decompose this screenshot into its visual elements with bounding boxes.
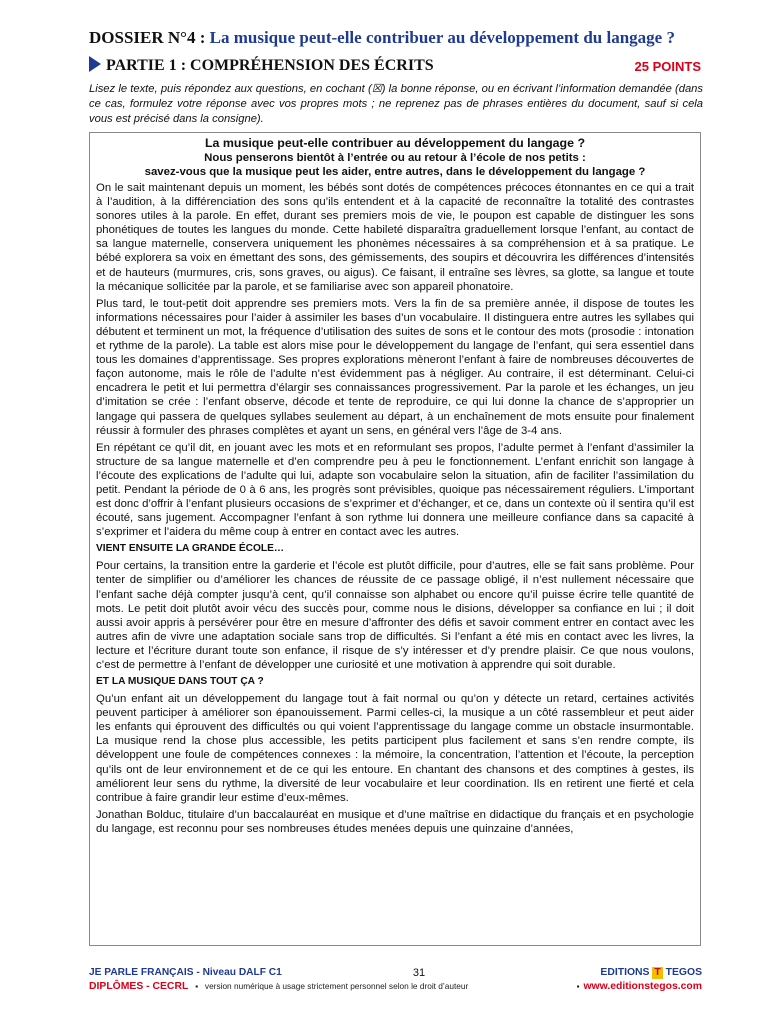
- points-badge: 25 POINTS: [634, 59, 701, 74]
- publisher-logo-letter: T: [654, 967, 661, 978]
- footer-copyright-note: version numérique à usage strictement personnel selon le droit d’auteur: [204, 981, 469, 991]
- part-heading: [89, 56, 701, 80]
- page-number: 31: [412, 967, 426, 979]
- article-box: [89, 132, 701, 946]
- footer-diplomes: DIPLÔMES - CECRL: [89, 981, 189, 992]
- article-paragraph: En répétant ce qu’il dit, en jouant avec les mots et en reformulant ses propos, l’adulte permet à l’enfant d’assimiler la structure de sa langue maternelle et d’en comprendre peu à peu le fonctionnement. L’enfant enrichit son langage à l’écoute des explications de l’adulte qui lui, adapte son vocabulaire selon la situation, afin de faciliter l’assimilation du petit. Pendant la période de 0 à 6 ans, les progrès sont prévisibles, quoique pas nécessairement réguliers. L’important est donc d’offrir à l’enfant plusieurs occasions de s’exprimer et d’échanger, et ce, dans un contexte où il sentira qu’il est écouté, sans jugement. Accompagner l’enfant à son rythme lui donnera une meilleure confiance dans sa capacité à s’exprimer et l’aidera du même coup à entrer en contact avec les autres.: [96, 441, 694, 539]
- article-subtitle-1: Nous penserons bientôt à l’entrée ou au retour à l’école de nos petits :: [204, 152, 586, 164]
- article-paragraph: Qu’un enfant ait un développement du langage tout à fait normal ou qu’on y détecte un retard, certaines activités peuvent participer à améliorer son épanouissement. Parmi celles-ci, la musique a un côté rassembleur et peut aider les enfants qui éprouvent des difficultés ou qui voient l’apprentissage du langage comme un obstacle insurmontable. La musique rend la chose plus accessible, les petits participent plus facilement et sans s’en rendre compte, ils développent une foule de compétences connexes : la mémoire, la concentration, l’attention et l’écoute, la perception qu’ils ont de leur environnement et de ce qui les entoure. En chantant des chansons et des comptines à gestes, ils améliorent leur sens du rythme, la diversité de leur vocabulaire et leur coordination. Ils en retirent une fierté et cela contribue à faire grandir leur estime d’eux-mêmes.: [96, 693, 694, 804]
- article-paragraph: Plus tard, le tout-petit doit apprendre ses premiers mots. Vers la fin de sa première année, il dispose de toutes les informations nécessaires pour l’aider à assimiler les bases d’un vocabulaire. Il distinguera entre autres les syllabes qui débutent et terminent un mot, la fréquence d’utilisation des suites de sons et le contour des mots (prosodie : intonation et rythme de la parole). La table est alors mise pour le développement du langage de l’enfant, qui sera essentiel dans tous les domaines d’apprentissage. Ses propres explorations mèneront l’enfant à faire de nombreuses découvertes de façon autonome, mais le rôle de l’adulte n’est évidemment pas à négliger. Au contraire, il est déterminant. Celui-ci encadrera le petit et lui permettra d’élargir ses connaissances progressivement. Par la parole et les échanges, un jeu d’imitation se crée : l’enfant observe, décode et tente de reproduire, ce qui lui donne la chance de s’approprier un langage qui passera de quelques syllabes seulement au départ, à un enchaînement de mots ensuite pour finalement réussir à formuler des phrases complètes et ayant un sens, en général vers l’âge de 3-4 ans.: [96, 297, 694, 437]
- part-label: PARTIE 1 : COMPRÉHENSION DES ÉCRITS: [106, 57, 434, 74]
- footer-url-line: [502, 980, 702, 993]
- triangle-bullet-icon: [89, 56, 101, 72]
- publisher-url: www.editionstegos.com: [583, 981, 702, 992]
- footer-bullet: ▪: [576, 982, 580, 991]
- article-paragraph: Pour certains, la transition entre la garderie et l’école est plutôt difficile, pour d’autres, elle se fait sans problème. Pour tenter de simplifier ou d’améliorer les chances de réussite de ce passage obligé, il n’est nullement nécessaire que l’enfant sache déjà compter jusqu’à cent, qu’il connaisse son alphabet ou encore qu’il puisse écrire telle quantité de mots. Le petit doit plutôt avoir vécu des succès pour, comme nous le disions, développer sa confiance en lui ; il doit aussi avoir appris à persévérer pour être en mesure d’affronter des défis et savoir comment entrer en contact avec les autres afin de vivre une adaptation sociale sans trop de difficultés. Si l’enfant a été mis en contact avec les livres, la lecture et l’écriture durant toute son enfance, il risque de s’y intéresser et d’y prendre plaisir. Ce que nous voulons, c’est de permettre à l’enfant de développer une curiosité et une motivation à apprendre qui soit durable.: [96, 560, 694, 671]
- publisher-prefix: EDITIONS: [600, 967, 653, 978]
- footer-publisher: [502, 966, 702, 979]
- article-paragraph: On le sait maintenant depuis un moment, les bébés sont dotés de compétences précoces étonnantes en ce qui a trait à l’audition, à la différenciation des sons qu’ils entendent et à la capacité de reconnaître la totalité des contrastes sonores utiles à la parole. En effet, durant ses premiers mois de vie, le poupon est capable de distinguer les sons phonétiques de toutes les langues du monde. Cette habileté disparaîtra graduellement lorsque l’enfant, au contact de sa langue maternelle, conservera uniquement les phonèmes nécessaires à sa compréhension et à sa pratique. Le bébé explorera sa voix en émettant des sons, des gémissements, des soupirs et découvrira les différences d’intensités et de hauteurs (murmures, cris, sons graves, ou aigus). Ce faisant, il entraîne ses lèvres, sa glotte, sa langue et toute la mécanique sollicitée par la parole, et se familiarise avec son appareil phonatoire.: [96, 182, 694, 293]
- dossier-title: La musique peut-elle contribuer au développement du langage ?: [209, 28, 675, 47]
- dossier-number: DOSSIER N°4: [89, 28, 196, 47]
- footer-bullet: ▪: [195, 982, 199, 991]
- section-heading: VIENT ENSUITE LA GRANDE ÉCOLE…: [96, 543, 285, 555]
- dossier-heading: [89, 28, 709, 48]
- section-heading: ET LA MUSIQUE DANS TOUT ÇA ?: [96, 676, 264, 688]
- dossier-separator: :: [195, 28, 210, 47]
- article-subtitle-2: savez-vous que la musique peut les aider, entre autres, dans le développement du langage ?: [144, 166, 646, 178]
- instructions: Lisez le texte, puis répondez aux questions, en cochant (☒) la bonne réponse, ou en écrivant l’information demandée (dans ce cas, formulez votre réponse avec vos propres mots ; ne reprenez pas de phrases entières du document, sauf si cela vous est précisé dans la consigne).: [89, 83, 703, 125]
- article-paragraph: Jonathan Bolduc, titulaire d’un baccalauréat en musique et d’une maîtrise en didactique du français et en psychologie du langage, est reconnu pour ses nombreuses études menées depuis une quinzaine d’années,: [96, 808, 694, 835]
- article-title: La musique peut-elle contribuer au développement du langage ?: [204, 136, 586, 150]
- publisher-suffix: TEGOS: [662, 967, 702, 978]
- footer-series: JE PARLE FRANÇAIS - Niveau DALF C1: [89, 967, 282, 978]
